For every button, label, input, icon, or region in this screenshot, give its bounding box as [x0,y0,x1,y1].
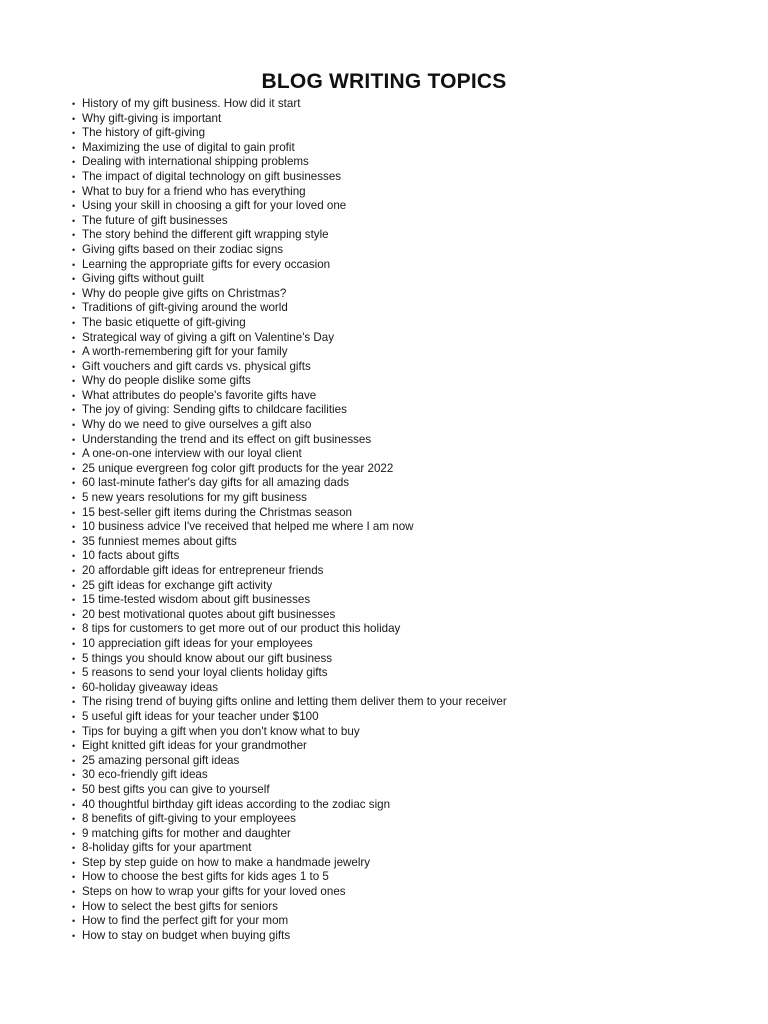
bullet-icon: • [72,624,76,635]
list-item [72,272,507,287]
list-item [72,447,507,462]
topic-text: Using your skill in choosing a gift for your loved one [82,199,347,213]
topic-text: Understanding the trend and its effect on gift businesses [82,432,372,446]
list-item [72,695,507,710]
topic-text: The future of gift businesses [82,213,228,227]
list-item [72,462,507,477]
topic-text: How to select the best gifts for seniors [82,899,278,913]
bullet-icon: • [72,142,76,153]
bullet-icon: • [72,449,76,460]
topic-text: Gift vouchers and gift cards vs. physical gifts [82,359,311,373]
list-item [72,433,507,448]
topic-text: Tips for buying a gift when you don't know what to buy [82,724,360,738]
bullet-icon: • [72,916,76,927]
bullet-icon: • [72,522,76,533]
bullet-icon: • [72,215,76,226]
list-item [72,374,507,389]
bullet-icon: • [72,609,76,620]
topic-text: The joy of giving: Sending gifts to childcare facilities [82,403,347,417]
list-item [72,258,507,273]
topic-text: 60 last-minute father's day gifts for all amazing dads [82,476,350,490]
bullet-icon: • [72,244,76,255]
list-item [72,783,507,798]
bullet-icon: • [72,770,76,781]
topic-text: 5 things you should know about our gift business [82,651,333,665]
list-item [72,637,507,652]
list-item [72,403,507,418]
list-item [72,199,507,214]
topic-text: The history of gift-giving [82,126,206,140]
bullet-icon: • [72,682,76,693]
list-item [72,126,507,141]
topic-text: What to buy for a friend who has everything [82,184,306,198]
bullet-icon: • [72,157,76,168]
list-item [72,579,507,594]
list-item [72,141,507,156]
list-item [72,316,507,331]
list-item [72,666,507,681]
bullet-icon: • [72,828,76,839]
topic-text: Strategical way of giving a gift on Valentine's Day [82,330,335,344]
list-item [72,476,507,491]
list-item [72,185,507,200]
topic-text: The impact of digital technology on gift businesses [82,169,342,183]
bullet-icon: • [72,99,76,109]
bullet-icon: • [72,376,76,387]
bullet-icon: • [72,638,76,649]
bullet-icon: • [72,347,76,358]
topic-text: 8 tips for customers to get more out of our product this holiday [82,622,401,636]
bullet-icon: • [72,755,76,766]
list-item [72,812,507,827]
topic-text: Eight knitted gift ideas for your grandmother [82,739,307,753]
list-item [72,345,507,360]
list-item [72,681,507,696]
list-item [72,535,507,550]
list-item [72,520,507,535]
topic-text: Why do people dislike some gifts [82,374,251,388]
bullet-icon: • [72,741,76,752]
list-item [72,754,507,769]
bullet-icon: • [72,113,76,124]
topic-text: Learning the appropriate gifts for every occasion [82,257,331,271]
bullet-icon: • [72,274,76,285]
document-title: BLOG WRITING TOPICS [261,70,507,93]
list-item [72,228,507,243]
list-item [72,389,507,404]
list-item [72,827,507,842]
list-item [72,112,507,127]
bullet-icon: • [72,784,76,795]
list-item [72,564,507,579]
bullet-icon: • [72,361,76,372]
list-item [72,301,507,316]
topic-list [72,97,507,943]
bullet-icon: • [72,580,76,591]
list-item [72,652,507,667]
list-item [72,885,507,900]
bullet-icon: • [72,653,76,664]
bullet-icon: • [72,201,76,212]
list-item [72,97,507,112]
topic-text: 15 time-tested wisdom about gift businesses [82,593,311,607]
topic-text: Why gift-giving is important [82,111,222,125]
bullet-icon: • [72,420,76,431]
bullet-icon: • [72,595,76,606]
list-item [72,170,507,185]
bullet-icon: • [72,901,76,912]
topic-text: 8 benefits of gift-giving to your employees [82,812,296,826]
bullet-icon: • [72,303,76,314]
topic-text: 9 matching gifts for mother and daughter [82,826,291,840]
topic-text: Step by step guide on how to make a handmade jewelry [82,855,371,869]
bullet-icon: • [72,930,76,941]
topic-text: The story behind the different gift wrapping style [82,228,329,242]
topic-text: 5 useful gift ideas for your teacher under $100 [82,709,319,723]
topic-text: 40 thoughtful birthday gift ideas according to the zodiac sign [82,797,391,811]
list-item [72,900,507,915]
topic-text: Steps on how to wrap your gifts for your loved ones [82,885,346,899]
topic-text: Giving gifts without guilt [82,272,204,286]
topic-text: 50 best gifts you can give to yourself [82,782,270,796]
list-item [72,798,507,813]
list-item [72,710,507,725]
list-item [72,856,507,871]
topic-text: 5 reasons to send your loyal clients holiday gifts [82,666,328,680]
list-item [72,929,507,944]
list-item [72,243,507,258]
bullet-icon: • [72,405,76,416]
topic-text: Why do we need to give ourselves a gift also [82,418,312,432]
bullet-icon: • [72,887,76,898]
topic-text: 10 appreciation gift ideas for your employees [82,636,313,650]
topic-text: Why do people give gifts on Christmas? [82,286,287,300]
bullet-icon: • [72,317,76,328]
list-item [72,287,507,302]
bullet-icon: • [72,566,76,576]
list-item [72,331,507,346]
bullet-icon: • [72,799,76,810]
bullet-icon: • [72,230,76,241]
list-item [72,622,507,637]
topic-text: History of my gift business. How did it start [82,97,301,110]
list-item [72,506,507,521]
bullet-icon: • [72,843,76,854]
bullet-icon: • [72,872,76,883]
bullet-icon: • [72,507,76,518]
bullet-icon: • [72,814,76,825]
topic-text: 60-holiday giveaway ideas [82,680,218,694]
topic-text: 5 new years resolutions for my gift business [82,491,307,505]
list-item [72,418,507,433]
list-item [72,491,507,506]
topic-text: 30 eco-friendly gift ideas [82,768,208,782]
bullet-icon: • [72,493,76,504]
list-item [72,549,507,564]
bullet-icon: • [72,857,76,868]
list-item [72,870,507,885]
bullet-icon: • [72,711,76,722]
list-item [72,360,507,375]
topic-text: How to choose the best gifts for kids ages 1 to 5 [82,870,329,884]
bullet-icon: • [72,551,76,562]
topic-text: Dealing with international shipping problems [82,155,309,169]
bullet-icon: • [72,332,76,343]
topic-text: A worth-remembering gift for your family [82,345,288,359]
bullet-icon: • [72,390,76,401]
bullet-icon: • [72,726,76,737]
bullet-icon: • [72,259,76,270]
topic-text: 25 unique evergreen fog color gift products for the year 2022 [82,461,394,475]
list-item [72,155,507,170]
list-item [72,725,507,740]
topic-text: The basic etiquette of gift-giving [82,315,246,329]
topic-text: What attributes do people's favorite gifts have [82,388,317,402]
topic-text: Maximizing the use of digital to gain profit [82,140,295,154]
bullet-icon: • [72,186,76,197]
list-item [72,214,507,229]
bullet-icon: • [72,697,76,708]
bullet-icon: • [72,434,76,445]
topic-text: How to find the perfect gift for your mom [82,914,289,928]
bullet-icon: • [72,288,76,299]
topic-text: 35 funniest memes about gifts [82,534,237,548]
bullet-icon: • [72,463,76,474]
topic-text: 20 best motivational quotes about gift businesses [82,607,336,621]
list-item [72,608,507,623]
topic-text: How to stay on budget when buying gifts [82,928,291,942]
list-item [72,841,507,856]
topic-text: Traditions of gift-giving around the world [82,301,288,315]
bullet-icon: • [72,536,76,547]
list-item [72,593,507,608]
bullet-icon: • [72,128,76,139]
topic-text: 25 amazing personal gift ideas [82,753,240,767]
list-item [72,739,507,754]
bullet-icon: • [72,668,76,679]
topic-text: 10 business advice I've received that helped me where I am now [82,520,414,534]
topic-text: 25 gift ideas for exchange gift activity [82,578,273,592]
topic-text: 8-holiday gifts for your apartment [82,841,252,855]
topic-text: The rising trend of buying gifts online and letting them deliver them to your receiver [82,695,507,709]
bullet-icon: • [72,478,76,489]
topic-text: A one-on-one interview with our loyal client [82,447,302,461]
bullet-icon: • [72,171,76,182]
list-item [72,768,507,783]
list-item [72,914,507,929]
topic-text: 15 best-seller gift items during the Christmas season [82,505,352,519]
topic-text: 20 affordable gift ideas for entrepreneur friends [82,564,324,577]
topic-text: 10 facts about gifts [82,549,180,563]
topic-text: Giving gifts based on their zodiac signs [82,242,284,256]
